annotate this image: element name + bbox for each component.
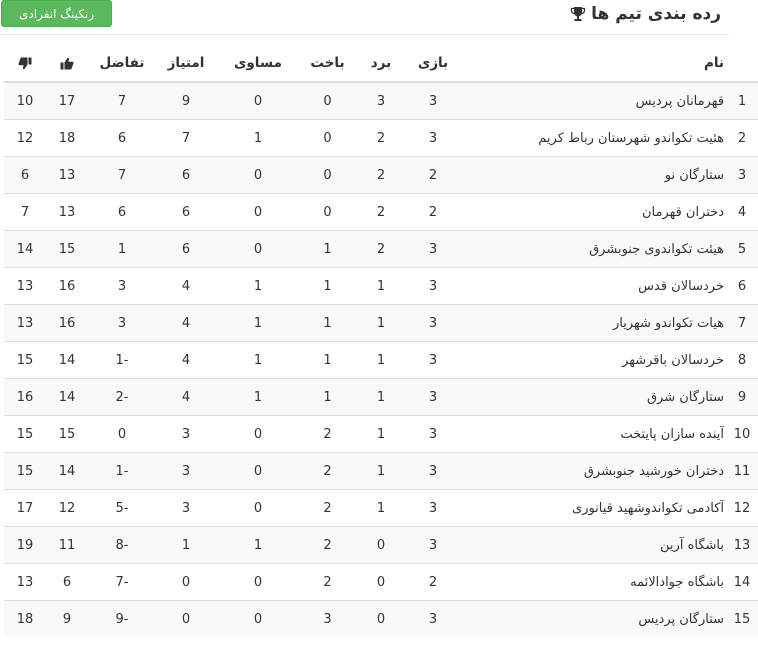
cell-points: 3 — [156, 416, 216, 453]
cell-team-name[interactable]: باشگاه آرین — [459, 527, 726, 564]
cell-goal-diff: 3 — [88, 305, 156, 342]
cell-thumbs-down-count: 12 — [4, 120, 46, 157]
cell-points: 0 — [156, 564, 216, 601]
table-row[interactable] — [4, 453, 758, 490]
cell-wins: 0 — [355, 564, 407, 601]
cell-games: 3 — [407, 527, 459, 564]
table-row[interactable] — [4, 268, 758, 305]
table-row[interactable] — [4, 379, 758, 416]
cell-thumbs-up-count: 15 — [46, 416, 88, 453]
cell-goal-diff: 7- — [88, 564, 156, 601]
cell-losses: 1 — [300, 305, 355, 342]
cell-team-name[interactable]: خردسالان باقرشهر — [459, 342, 726, 379]
cell-goal-diff: 8- — [88, 527, 156, 564]
cell-thumbs-down-count: 17 — [4, 490, 46, 527]
col-draw-header: مساوی — [216, 45, 300, 82]
col-rank-header — [726, 45, 758, 82]
cell-rank: 13 — [726, 527, 758, 564]
cell-wins: 1 — [355, 453, 407, 490]
cell-draws: 1 — [216, 305, 300, 342]
cell-rank: 8 — [726, 342, 758, 379]
cell-draws: 1 — [216, 268, 300, 305]
cell-team-name[interactable]: آکادمی تکواندوشهید قیانوری — [459, 490, 726, 527]
cell-rank: 3 — [726, 157, 758, 194]
table-row[interactable] — [4, 527, 758, 564]
cell-team-name[interactable]: هیات تکواندو شهریار — [459, 305, 726, 342]
cell-games: 3 — [407, 379, 459, 416]
cell-losses: 2 — [300, 453, 355, 490]
cell-points: 4 — [156, 379, 216, 416]
cell-rank: 12 — [726, 490, 758, 527]
cell-points: 6 — [156, 157, 216, 194]
cell-games: 3 — [407, 490, 459, 527]
col-thumbs-down-header — [4, 45, 46, 82]
cell-points: 1 — [156, 527, 216, 564]
cell-team-name[interactable]: هیئت تکواندوی جنوبشرق — [459, 231, 726, 268]
header-divider — [0, 34, 729, 35]
cell-team-name[interactable]: ستارگان پردیس — [459, 601, 726, 638]
cell-points: 4 — [156, 305, 216, 342]
col-thumbs-up-header — [46, 45, 88, 82]
table-row[interactable] — [4, 490, 758, 527]
cell-goal-diff: 6 — [88, 120, 156, 157]
cell-thumbs-down-count: 14 — [4, 231, 46, 268]
cell-draws: 1 — [216, 379, 300, 416]
cell-thumbs-down-count: 7 — [4, 194, 46, 231]
cell-points: 7 — [156, 120, 216, 157]
col-name-header: نام — [459, 45, 726, 82]
thumbs-down-icon — [18, 55, 32, 71]
cell-thumbs-up-count: 18 — [46, 120, 88, 157]
cell-draws: 0 — [216, 194, 300, 231]
cell-games: 3 — [407, 601, 459, 638]
cell-points: 6 — [156, 194, 216, 231]
table-row[interactable] — [4, 416, 758, 453]
cell-draws: 0 — [216, 453, 300, 490]
cell-games: 3 — [407, 453, 459, 490]
cell-goal-diff: 0 — [88, 416, 156, 453]
cell-games: 3 — [407, 120, 459, 157]
col-win-header: برد — [355, 45, 407, 82]
table-row[interactable] — [4, 82, 758, 120]
cell-thumbs-up-count: 9 — [46, 601, 88, 638]
cell-losses: 2 — [300, 527, 355, 564]
col-diff-header: تفاضل — [88, 45, 156, 82]
cell-rank: 7 — [726, 305, 758, 342]
cell-rank: 9 — [726, 379, 758, 416]
cell-thumbs-down-count: 13 — [4, 564, 46, 601]
cell-points: 3 — [156, 490, 216, 527]
cell-rank: 15 — [726, 601, 758, 638]
cell-losses: 0 — [300, 120, 355, 157]
cell-wins: 1 — [355, 305, 407, 342]
cell-points: 4 — [156, 342, 216, 379]
col-loss-header: باخت — [300, 45, 355, 82]
cell-wins: 2 — [355, 231, 407, 268]
cell-thumbs-up-count: 13 — [46, 194, 88, 231]
cell-losses: 2 — [300, 416, 355, 453]
cell-losses: 1 — [300, 231, 355, 268]
cell-goal-diff: 1 — [88, 231, 156, 268]
col-points-header: امتیاز — [156, 45, 216, 82]
cell-points: 0 — [156, 601, 216, 638]
cell-team-name[interactable]: قهرمانان پردیس — [459, 82, 726, 120]
cell-draws: 0 — [216, 564, 300, 601]
cell-team-name[interactable]: هئیت تکواندو شهرستان رباط کریم — [459, 120, 726, 157]
cell-rank: 2 — [726, 120, 758, 157]
cell-losses: 2 — [300, 564, 355, 601]
cell-goal-diff: 7 — [88, 157, 156, 194]
cell-wins: 2 — [355, 120, 407, 157]
cell-wins: 1 — [355, 379, 407, 416]
cell-team-name[interactable]: ستارگان نو — [459, 157, 726, 194]
cell-draws: 0 — [216, 490, 300, 527]
cell-thumbs-down-count: 13 — [4, 305, 46, 342]
cell-wins: 2 — [355, 157, 407, 194]
cell-thumbs-up-count: 14 — [46, 342, 88, 379]
page-header — [0, 0, 729, 36]
cell-draws: 1 — [216, 342, 300, 379]
cell-games: 3 — [407, 416, 459, 453]
cell-team-name[interactable]: خردسالان قدس — [459, 268, 726, 305]
table-row[interactable] — [4, 157, 758, 194]
cell-team-name[interactable]: دختران خورشید جنوبشرق — [459, 453, 726, 490]
cell-games: 2 — [407, 564, 459, 601]
cell-thumbs-down-count: 15 — [4, 342, 46, 379]
individual-ranking-button[interactable]: رنکینگ انفرادی — [1, 0, 112, 27]
cell-points: 6 — [156, 231, 216, 268]
cell-thumbs-up-count: 15 — [46, 231, 88, 268]
cell-team-name[interactable]: ستارگان شرق — [459, 379, 726, 416]
cell-goal-diff: 9- — [88, 601, 156, 638]
cell-goal-diff: 7 — [88, 82, 156, 120]
cell-games: 3 — [407, 342, 459, 379]
cell-points: 4 — [156, 268, 216, 305]
cell-losses: 0 — [300, 157, 355, 194]
cell-games: 3 — [407, 268, 459, 305]
table-row[interactable] — [4, 231, 758, 268]
cell-wins: 1 — [355, 416, 407, 453]
cell-rank: 6 — [726, 268, 758, 305]
cell-rank: 14 — [726, 564, 758, 601]
table-row[interactable] — [4, 564, 758, 601]
cell-thumbs-up-count: 12 — [46, 490, 88, 527]
cell-rank: 1 — [726, 82, 758, 120]
cell-goal-diff: 1- — [88, 342, 156, 379]
cell-thumbs-up-count: 16 — [46, 305, 88, 342]
table-row[interactable] — [4, 194, 758, 231]
cell-goal-diff: 2- — [88, 379, 156, 416]
cell-draws: 1 — [216, 120, 300, 157]
table-row[interactable] — [4, 601, 758, 638]
cell-team-name[interactable]: دختران قهرمان — [459, 194, 726, 231]
cell-wins: 3 — [355, 82, 407, 120]
table-row[interactable] — [4, 342, 758, 379]
page-title — [570, 2, 721, 26]
cell-games: 2 — [407, 194, 459, 231]
cell-team-name[interactable]: باشگاه جوادالائمه — [459, 564, 726, 601]
table-row[interactable] — [4, 305, 758, 342]
cell-games: 3 — [407, 231, 459, 268]
cell-thumbs-down-count: 15 — [4, 416, 46, 453]
cell-thumbs-up-count: 16 — [46, 268, 88, 305]
cell-wins: 1 — [355, 342, 407, 379]
cell-games: 3 — [407, 82, 459, 120]
page-title-text: رده بندی تیم ها — [591, 4, 721, 24]
standings-table — [4, 45, 758, 637]
cell-thumbs-up-count: 14 — [46, 453, 88, 490]
cell-thumbs-down-count: 13 — [4, 268, 46, 305]
table-header-row — [4, 45, 758, 82]
cell-thumbs-up-count: 13 — [46, 157, 88, 194]
col-games-header: بازی — [407, 45, 459, 82]
cell-rank: 11 — [726, 453, 758, 490]
cell-points: 3 — [156, 453, 216, 490]
cell-draws: 0 — [216, 231, 300, 268]
cell-draws: 0 — [216, 157, 300, 194]
cell-losses: 2 — [300, 490, 355, 527]
cell-wins: 0 — [355, 601, 407, 638]
cell-draws: 0 — [216, 416, 300, 453]
cell-losses: 0 — [300, 82, 355, 120]
cell-losses: 3 — [300, 601, 355, 638]
cell-thumbs-up-count: 6 — [46, 564, 88, 601]
cell-rank: 10 — [726, 416, 758, 453]
cell-thumbs-up-count: 17 — [46, 82, 88, 120]
cell-goal-diff: 5- — [88, 490, 156, 527]
cell-thumbs-down-count: 18 — [4, 601, 46, 638]
table-row[interactable] — [4, 120, 758, 157]
cell-thumbs-up-count: 14 — [46, 379, 88, 416]
cell-goal-diff: 1- — [88, 453, 156, 490]
cell-games: 3 — [407, 305, 459, 342]
cell-thumbs-down-count: 16 — [4, 379, 46, 416]
thumbs-up-icon — [60, 55, 74, 71]
cell-losses: 0 — [300, 194, 355, 231]
cell-thumbs-down-count: 10 — [4, 82, 46, 120]
cell-losses: 1 — [300, 342, 355, 379]
cell-goal-diff: 6 — [88, 194, 156, 231]
cell-draws: 1 — [216, 527, 300, 564]
cell-goal-diff: 3 — [88, 268, 156, 305]
cell-games: 2 — [407, 157, 459, 194]
cell-losses: 1 — [300, 268, 355, 305]
trophy-icon — [570, 6, 586, 22]
cell-draws: 0 — [216, 82, 300, 120]
cell-wins: 1 — [355, 268, 407, 305]
cell-rank: 5 — [726, 231, 758, 268]
cell-thumbs-down-count: 19 — [4, 527, 46, 564]
cell-thumbs-down-count: 15 — [4, 453, 46, 490]
cell-points: 9 — [156, 82, 216, 120]
cell-wins: 0 — [355, 527, 407, 564]
cell-wins: 2 — [355, 194, 407, 231]
cell-thumbs-up-count: 11 — [46, 527, 88, 564]
cell-draws: 0 — [216, 601, 300, 638]
cell-thumbs-down-count: 6 — [4, 157, 46, 194]
cell-team-name[interactable]: آینده سازان پایتخت — [459, 416, 726, 453]
cell-losses: 1 — [300, 379, 355, 416]
cell-wins: 1 — [355, 490, 407, 527]
cell-rank: 4 — [726, 194, 758, 231]
